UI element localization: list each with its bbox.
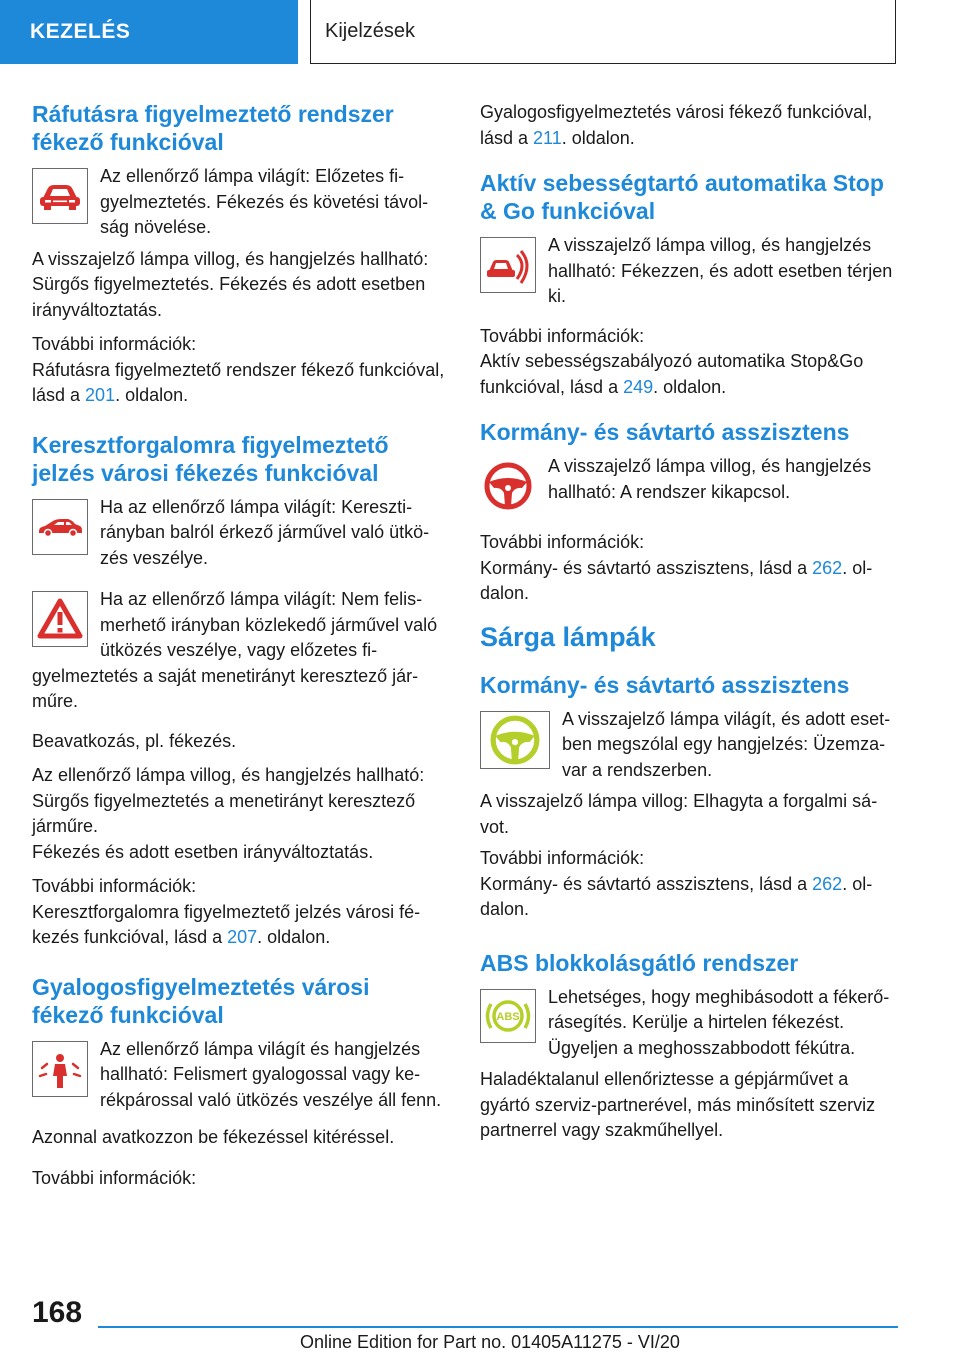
abs-icon-label: ABS [496,1010,520,1023]
reference-text: . oldalon. [480,873,873,919]
page-reference [32,358,447,409]
reference-text: . oldalon. [561,127,635,148]
indicator-block [480,454,895,518]
more-info-label: További információk: [32,876,197,896]
paragraph: Beavatkozás, pl. fékezés. [32,730,237,751]
left-column [32,100,447,1191]
page-reference [480,349,895,400]
paragraph: Az ellenőrző lámpa villog, és hangjelzés hallható: Sürgős figyelmeztetés a menetirányt keresztező járműre. [32,765,425,836]
edition-info: Online Edition for Part no. 01405A11275 - VI/20 [300,1332,680,1352]
right-column [480,100,895,1153]
chapter-header [310,0,896,64]
section-label: KEZELÉS [30,20,131,43]
car-collision-warning-icon [32,168,88,224]
indicator-block [32,495,447,572]
indicator-block [32,164,447,241]
paragraph: Azonnal avatkozzon be fékezéssel kitéréssel. [32,1127,395,1147]
page-reference [480,100,895,151]
reference-text: Gyalogosfigyelmeztetés városi fékező funkcióval, lásd a [480,102,873,148]
page-link[interactable]: 207 [227,927,258,947]
reference-text: . oldalon. [480,557,873,603]
page-reference [480,556,895,607]
page-link[interactable]: 262 [812,557,843,578]
more-info-label: További információk: [480,325,645,346]
page-link[interactable]: 249 [623,376,654,397]
page-link[interactable]: 262 [812,873,843,894]
steering-wheel-red-icon [480,458,536,514]
paragraph: Haladéktalanul ellenőriztesse a gépjárművet a gyártó szerviz-partnerével, más minősített szerviz partnerrel vagy szakműhellyel. [480,1069,876,1140]
abs-warning-icon [480,989,536,1043]
indicator-block [480,233,895,310]
indicator-description: A visszajelző lámpa villog, és hangjelzés hallható: Fékezzen, és adott esetben térjen ki. [548,235,893,306]
section-title-abs: ABS blokkolásgátló rendszer [480,949,799,976]
section-title-steering-lane-assistant: Kormány- és sávtartó asszisztens [480,419,850,445]
chapter-label: Kijelzések [325,20,416,42]
paragraph: A visszajelző lámpa villog, és hangjelzés hallható: Sürgős figyelmeztetés. Fékezés és adott esetben irányváltoztatás. [32,248,429,320]
indicator-description: Az ellenőrző lámpa világít: Előzetes figyelmeztetés. Fékezés és követési távolság növelése. [100,166,429,237]
indicator-description: Ha az ellenőrző lámpa világít: Nem felismerhető irányban közlekedő járművel való ütközés veszélye, vagy előzetes figyelmeztetés a saját menetirányt keresztező járműre. [32,589,438,711]
more-info-label: További információk: [32,1167,197,1188]
indicator-description: A visszajelző lámpa villog, és hangjelzés hallható: A rendszer kikapcsol. [548,456,872,502]
reference-text: . oldalon. [115,385,189,405]
indicator-description: Az ellenőrző lámpa világít és hangjelzés hallható: Felismert gyalogossal vagy kerékpárossal való ütközés veszélye áll fenn. [100,1038,442,1110]
section-title-active-cruise-control: Aktív sebességtartó automatika Stop & Go funkcióval [480,170,884,224]
page-link[interactable]: 211 [533,127,562,148]
indicator-block [32,1037,447,1114]
indicator-block [32,587,447,715]
page-reference [32,900,447,951]
section-title-steering-lane-assistant-yellow: Kormány- és sávtartó asszisztens [480,671,850,698]
page-reference [480,872,895,923]
page-link[interactable]: 201 [85,385,116,405]
section-title-yellow-lamps: Sárga lámpák [480,621,656,652]
more-info-label: További információk: [480,532,645,552]
section-title-pedestrian-warning: Gyalogosfigyelmeztetés városi fékező funkcióval [32,973,370,1028]
indicator-block [480,985,895,1062]
footer-divider [98,1326,898,1328]
warning-triangle-icon [32,591,88,647]
section-title-cross-traffic: Keresztforgalomra figyelmeztető jelzés városi fékezés funkcióval [32,431,389,486]
more-info-label: További információk: [480,848,645,868]
paragraph: Fékezés és adott esetben irányváltoztatás. [32,841,374,862]
paragraph: A visszajelző lámpa villog: Elhagyta a forgalmi sávot. [480,791,878,837]
reference-text: Ráfutásra figyelmeztető rendszer fékező funkcióval, lásd a [32,359,445,405]
reference-text: Kormány- és sávtartó asszisztens, lásd a [480,873,813,894]
pedestrian-warning-icon [32,1041,88,1097]
indicator-description: Ha az ellenőrző lámpa világít: Keresztirányban balról érkező járművel való ütközés veszélye. [100,496,430,568]
steering-wheel-yellow-icon [480,711,550,769]
more-info-label: További információk: [32,334,197,354]
indicator-description: Lehetséges, hogy meghibásodott a fékerő-rásegítés. Kerülje a hirtelen fékezést. Ügyeljen a meghosszabbodott fékútra. [548,986,890,1058]
section-tab [0,0,298,64]
section-title-collision-warning: Ráfutásra figyelmeztető rendszer fékező funkcióval [32,101,394,155]
reference-text: . oldalon. [653,376,727,397]
cruise-control-warning-icon [480,237,536,293]
car-side-view-icon [32,499,88,555]
reference-text: . oldalon. [257,927,331,947]
indicator-description: A visszajelző lámpa világít, és adott esetben megszólal egy hangjelzés: Üzemzavar a rendszerben. [562,708,891,780]
page-number: 168 [32,1296,83,1329]
reference-text: Kormány- és sávtartó asszisztens, lásd a [480,557,813,578]
reference-text: Aktív sebességszabályozó automatika Stop&Go funkcióval, lásd a [480,351,864,397]
reference-text: Keresztforgalomra figyelmeztető jelzés városi fékezés funkcióval, lásd a [32,901,421,947]
indicator-block [480,707,895,784]
